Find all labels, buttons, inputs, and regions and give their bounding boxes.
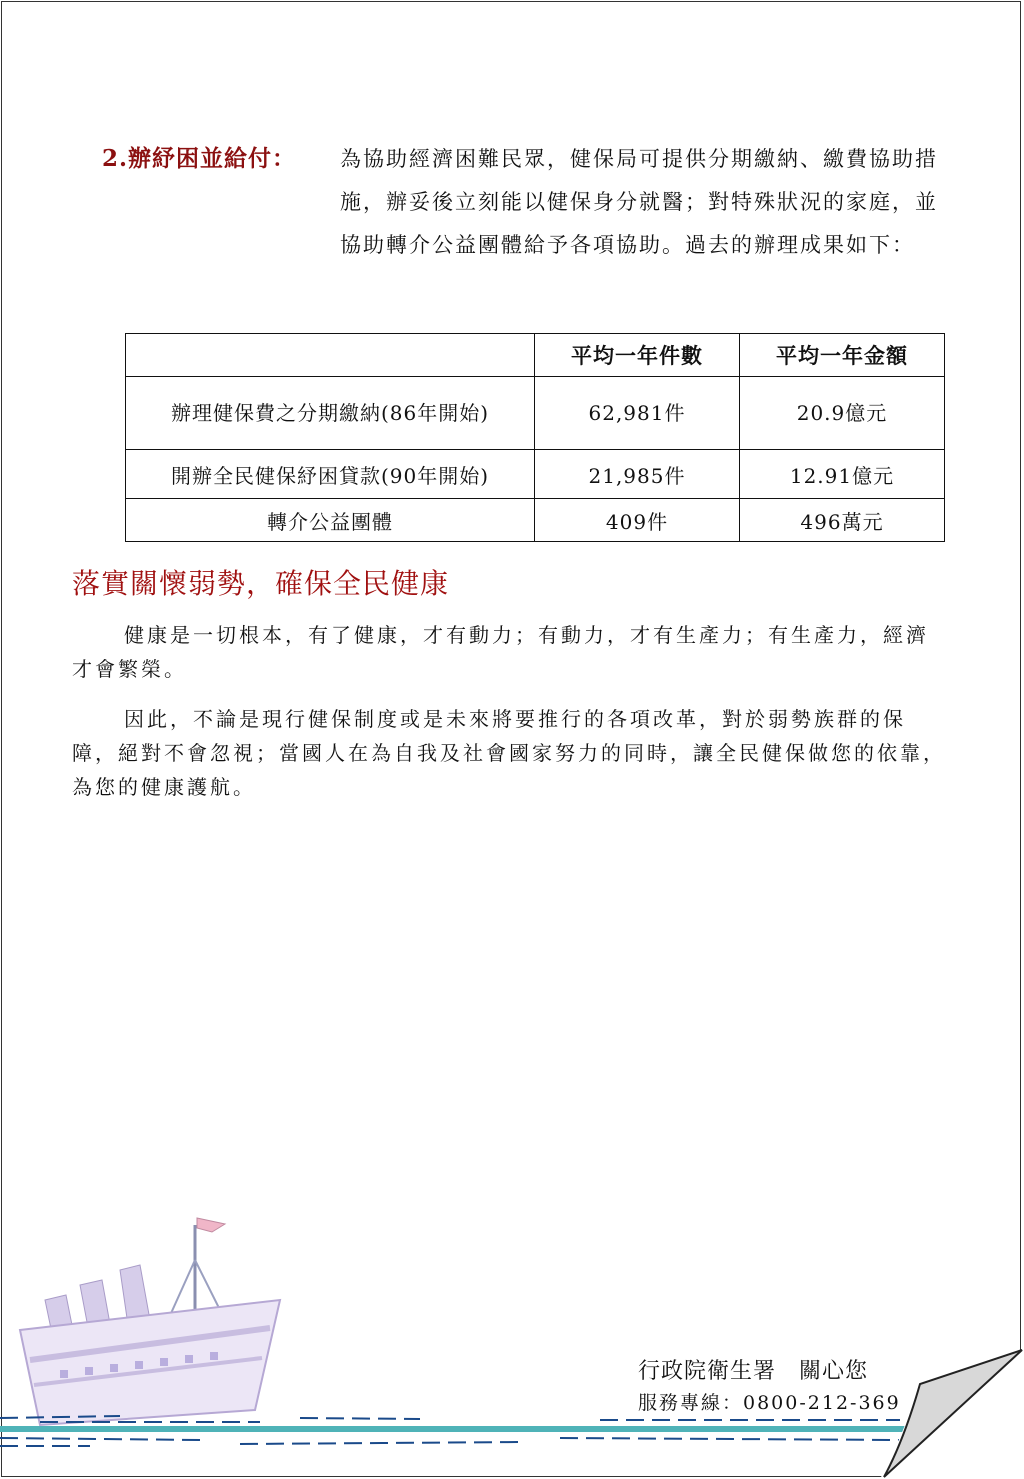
table-row [126, 377, 945, 450]
footer-organization: 行政院衛生署 關心您 [638, 1359, 869, 1384]
table-cell-item: 辦理健保費之分期繳納(86年開始) [126, 377, 535, 450]
paragraph-1: 健康是一切根本，有了健康，才有動力；有動力，才有生產力；有生產力，經濟才會繁榮。 [72, 623, 929, 681]
table-cell-count: 21,985件 [535, 450, 740, 499]
table-cell-count: 409件 [535, 499, 740, 542]
table-cell-item: 轉介公益團體 [126, 499, 535, 542]
table-cell-amount: 12.91億元 [740, 450, 945, 499]
results-table [125, 333, 945, 542]
table-cell-count: 62,981件 [535, 377, 740, 450]
table-cell-item: 開辦全民健保紓困貸款(90年開始) [126, 450, 535, 499]
waves-decoration [0, 1410, 910, 1450]
table-row [126, 450, 945, 499]
section-heading: 落實關懷弱勢，確保全民健康 [72, 567, 450, 600]
paragraph-2: 因此，不論是現行健保制度或是未來將要推行的各項改革，對於弱勢族群的保障，絕對不會忽視；當國人在為自我及社會國家努力的同時，讓全民健保做您的依靠，為您的健康護航。 [72, 707, 946, 799]
footer-hotline: 服務專線：0800-212-369 [638, 1392, 901, 1414]
table-cell-amount: 20.9億元 [740, 377, 945, 450]
table-cell-amount: 496萬元 [740, 499, 945, 542]
section-label: 2.辦紓困並給付： [102, 145, 297, 172]
table-header-amount: 平均一年金額 [740, 334, 945, 377]
table-header-row [126, 334, 945, 377]
ship-illustration [0, 1210, 340, 1440]
table-header-count: 平均一年件數 [535, 334, 740, 377]
table-header-blank [126, 334, 535, 377]
section-body: 為協助經濟困難民眾，健保局可提供分期繳納、繳費協助措施，辦妥後立刻能以健保身分就醫；對特殊狀況的家庭，並協助轉介公益團體給予各項協助。過去的辦理成果如下： [340, 147, 938, 257]
table-row [126, 499, 945, 542]
page-curl-decoration [880, 1348, 1024, 1479]
